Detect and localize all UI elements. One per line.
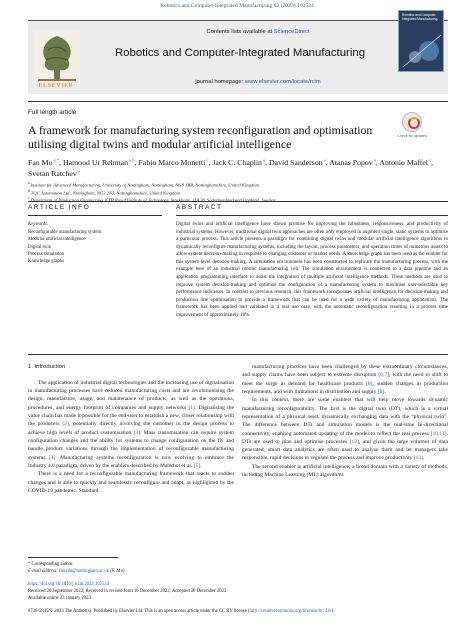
license-link[interactable]: http://creativecommons.org/licenses/by/4.0/ — [249, 609, 332, 615]
article-info-heading: ARTICLE INFO — [28, 204, 91, 211]
email-link[interactable]: fan.mo@nottingham.ac.uk — [59, 569, 110, 575]
author-separator: , — [134, 158, 139, 167]
info-rule-left — [28, 215, 162, 216]
email-label: E-mail address: — [28, 569, 60, 575]
contents-prefix: Contents lists available at — [206, 29, 274, 35]
citation-link[interactable]: [8] — [366, 380, 373, 387]
body-text: manufacturing practices have been challenged by these extraordinary circumstances, and supply chains have been subject to extreme disruption — [242, 364, 448, 379]
keyword-item: Knowledge graphs — [28, 259, 65, 265]
body-paragraph — [242, 363, 448, 396]
citation-link[interactable]: [6,7] — [378, 372, 389, 379]
author-affiliation-mark[interactable]: a,* — [52, 157, 60, 163]
body-text: The application of industrial digital technologies and the increasing use of digitalisation in manufacturing processes have reduced manufacturing costs and are revolutionising the design, manufacture, usage, and maintenance of products, as well as the operations, procedures, and energy footprint of companies and supply networks — [28, 379, 234, 411]
body-text: The second enabler is artificial intelligence, a broad domain with a variety of methods, including Machine Learning (ML) algorithms — [242, 463, 448, 479]
homepage-line — [128, 79, 388, 85]
keywords-list — [28, 229, 101, 265]
body-text: , sudden changes in production requirements, and with limitations in distribution and supply — [242, 380, 448, 395]
author-name[interactable]: Antonio Maffei — [379, 158, 428, 167]
author-affiliation-mark[interactable]: a — [76, 168, 80, 174]
body-text: . — [384, 388, 386, 395]
affiliation-text: TQC Automation Ltd., Nottingham, NG3 2NJ, Nottinghamshire, United Kingdom — [30, 190, 180, 196]
body-text: . Digitalising the value chain has made it possible for the end-user to establish a new, closer relationship with the producers — [28, 404, 234, 428]
check-for-updates-icon[interactable] — [402, 112, 422, 132]
section-heading-introduction: 1. Introduction — [28, 364, 66, 370]
body-text: . Mass customisation can require system configuration changes and the ability for systems to change configuration on the fly and handle product variations through the implementation of reconfigurable manufacturing systems — [28, 429, 234, 461]
author-name[interactable]: Svetan Ratchev — [28, 169, 77, 179]
body-text: , and given the large volumes of data generated, smart data analytics are often used to analyse them and let managers take responsible, rapid decisions to regulate the process and improve productivity — [242, 438, 448, 462]
author-separator: , — [208, 158, 213, 167]
body-text: , potentially directly involving the customer in the design process to achieve high levels of product customisation — [28, 421, 234, 436]
author-separator: , — [431, 158, 434, 167]
check-for-updates-label[interactable]: Check for updates — [397, 134, 427, 138]
citation-link[interactable]: [1] — [188, 404, 195, 411]
body-paragraph — [28, 470, 234, 495]
journal-header — [28, 13, 448, 94]
info-top-rule — [28, 201, 448, 202]
author-name[interactable]: Hamood Ur Rehman — [63, 158, 128, 167]
license-prefix: 0736-5845/© 2023 The Author(s). Published by Elsevier Ltd. This is an open access article under the CC BY license ( — [28, 609, 250, 615]
citation-link[interactable]: [5] — [193, 462, 201, 469]
author-affiliation-mark[interactable]: a — [261, 157, 266, 163]
body-text: . — [200, 462, 202, 469]
cover-title: Robotics and Computer-Integrated Manufacturing — [402, 13, 438, 21]
body-paragraph — [28, 379, 234, 470]
body-text: In this context, there are some enablers that will help move towards dynamic manufacturing reconfigurability. The first is the digital twin (DT), which is a virtual representation of a physical asset, dynamically exchanging data with the “physical twin”. The difference between DTs and simulation models is the real-time bi-directional connectivity, enabling automated updating of the model to reflect the real process — [242, 397, 448, 437]
affiliation-item — [28, 189, 448, 197]
body-text: . Manufacturing systems reconfiguration is now evolving to embrace the Industry 4.0 paradigm, driven by the enablers described by Mabkhot et al. — [28, 454, 234, 469]
body-paragraph — [242, 396, 448, 463]
email-line — [28, 568, 448, 575]
homepage-prefix: journal homepage: — [195, 79, 245, 85]
elsevier-tree-icon[interactable] — [34, 30, 80, 84]
license-line — [28, 608, 448, 615]
author-separator: , — [59, 158, 64, 167]
author-separator: , — [265, 158, 270, 167]
article-type: Full length article — [28, 109, 77, 116]
author-affiliation-mark[interactable]: a — [372, 157, 376, 163]
affiliation-item — [28, 181, 448, 189]
body-text: . — [423, 455, 425, 462]
keyword-item: Modular artificial intelligence — [28, 237, 86, 243]
author-name[interactable]: Fabio Marco Monetti — [138, 158, 206, 167]
abstract-text: Digital twins and artificial intelligence have shown promise for improving the robustness, responsiveness, and productivity of industrial systems. However, traditional digital twin approaches are often only employed to augment single, static systems to optimise a particular process. This article presents a paradigm for combining digital twins and modular artificial intelligence algorithms to dynamically reconfigure manufacturing systems, including the layout, process parameters, and operation times of numerous assets to allow system decision-making in response to changing customer or market needs. A knowledge graph has been used as the enabler for this system-level decision-making. A simulation environment has been constructed to replicate the manufacturing process, with the example here of an industrial robotic manufacturing cell. The simulation environment is connected to a data pipeline and an application programming interface to assist the integration of multiple artificial intelligence methods. These methods are used to improve system decision-making and optimise the configuration of a manufacturing system to maximise user-selectable key performance indicators. In contrast to previous research, this framework incorporates artificial intelligence for decision-making and production line optimisation to provide a framework that can be used for a wide variety of manufacturing applications. The framework has been applied and validated in a real use case, with the automatic reconfiguration resulting in a process time improvement of approximately 10%. — [176, 221, 448, 318]
author-name[interactable]: David Sanderson — [269, 158, 323, 167]
available-online: Available online 23 January 2023 — [28, 596, 91, 602]
author-separator: , — [325, 158, 330, 167]
citation-link[interactable]: [12] — [349, 438, 359, 445]
affiliation-mark: c — [28, 196, 31, 201]
author-affiliation-mark[interactable]: c — [427, 157, 432, 163]
received-dates: Received 20 September 2022; Received in revised form 16 December 2022; Accepted 30 December 2022 — [28, 589, 227, 595]
keyword-item: Digital twin — [28, 244, 52, 250]
author-name[interactable]: Fan Mo — [28, 158, 53, 167]
body-text: , with the need to shift to meet the surge in demand for healthcare products — [242, 372, 448, 387]
info-rule-right — [176, 215, 448, 216]
keywords-label: Keywords: — [28, 222, 49, 227]
footnote-block — [28, 561, 448, 615]
sciencedirect-link[interactable]: ScienceDirect — [273, 29, 310, 35]
license-suffix: ). — [331, 609, 335, 615]
cover-graphic-icon — [399, 11, 444, 72]
corresponding-author-note: * Corresponding author. — [28, 562, 74, 567]
body-text: . DTs are used to plan and optimise processes — [242, 430, 448, 445]
citation-link[interactable]: [2] — [62, 421, 69, 428]
author-list — [28, 157, 448, 180]
journal-homepage-link[interactable]: www.elsevier.com/locate/rcim — [244, 79, 321, 85]
body-text: There is a need for a reconfigurable manufacturing framework that reacts to sudden changes and is able to quickly and seamlessly reconfigure and adapt, as highlighted by the COVID-19 pandemic. Standard — [28, 471, 234, 494]
body-column-right — [242, 363, 448, 479]
contents-line — [128, 29, 388, 35]
abstract-bottom-rule — [28, 354, 448, 355]
header-rule — [28, 101, 448, 102]
author-affiliation-mark[interactable]: a,b — [128, 157, 135, 163]
author-affiliation-mark[interactable]: a — [322, 157, 326, 163]
email-suffix: (F. Mo). — [109, 569, 126, 575]
publisher-name[interactable]: ELSEVIER — [38, 82, 74, 89]
affiliation-text: Institute for Advanced Manufacturing, University of Nottingham, Nottingham, NG8 1BB, Nottinghamshire, United Kingdom — [30, 182, 259, 188]
citation-link[interactable]: [10,11] — [430, 430, 447, 437]
doi-link[interactable]: https://doi.org/10.1016/j.rcim.2022.102524 — [28, 582, 110, 588]
footnote-rule — [28, 557, 118, 558]
author-name[interactable]: Jack C. Chaplin — [212, 158, 262, 167]
paper-title: A framework for manufacturing system reconfiguration and optimisation utilising digital twins and modular artificial intelligence — [28, 123, 373, 152]
author-separator: , — [375, 158, 380, 167]
journal-reference[interactable]: Robotics and Computer-Integrated Manufacturing 82 (2023) 102524 — [160, 3, 314, 9]
abstract-heading: ABSTRACT — [176, 204, 223, 211]
affiliation-mark: b — [28, 188, 31, 193]
body-paragraph — [242, 463, 448, 480]
affiliation-text: Department of Production Engineering, KTH Royal Institute of Technology, Stockholm, 114 28, Södermanland and Uppland, Sweden — [30, 197, 276, 203]
keyword-item: Process simulation — [28, 251, 65, 257]
author-affiliation-mark[interactable]: c — [205, 157, 209, 163]
body-column-left — [28, 364, 234, 495]
keyword-item: Reconfigurable manufacturing system — [28, 230, 102, 235]
citation-link[interactable]: [13] — [413, 455, 424, 462]
author-name[interactable]: Atanas Popov — [329, 158, 373, 167]
citation-link[interactable]: [4] — [48, 454, 56, 461]
journal-title[interactable]: Robotics and Computer-Integrated Manufacturing — [114, 47, 366, 59]
journal-cover-image[interactable] — [398, 10, 444, 72]
citation-link[interactable]: [9] — [377, 388, 385, 395]
affiliation-mark: a — [28, 181, 31, 185]
citation-link[interactable]: [3] — [133, 429, 141, 436]
